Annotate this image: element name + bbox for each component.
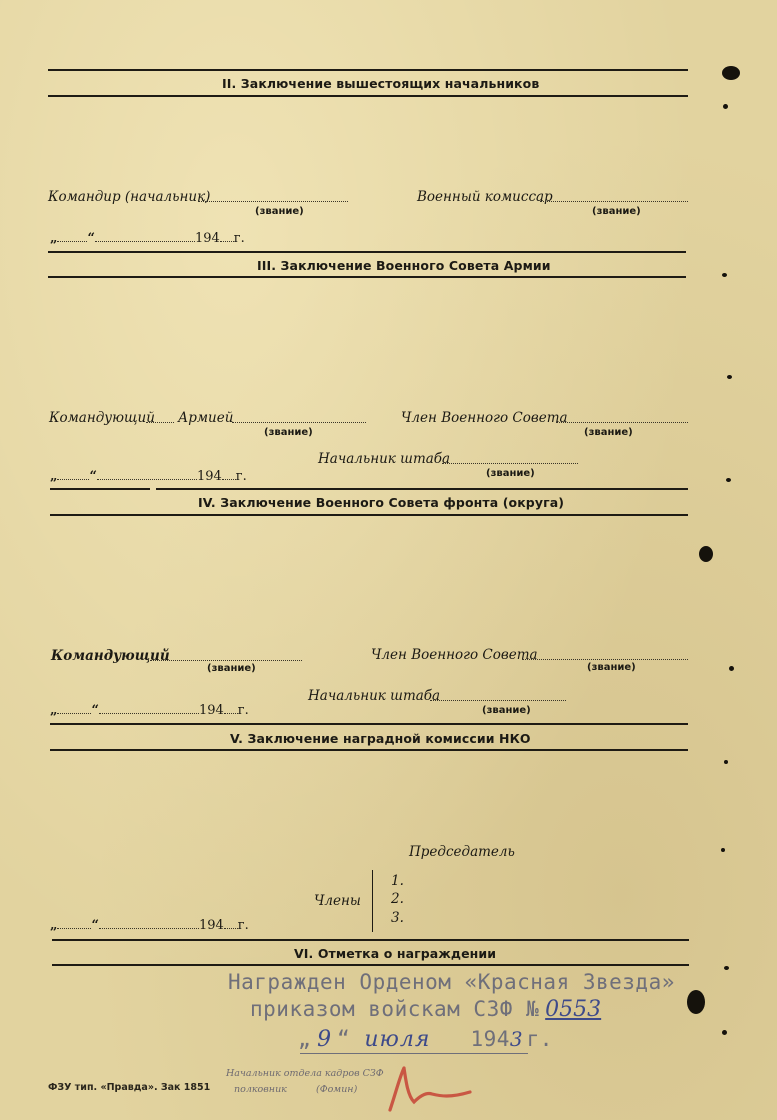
date-close-quote: “ (337, 1027, 351, 1051)
member-3: 3. (391, 910, 404, 926)
section-iv-title: IV. Заключение Военного Совета фронта (округа) (198, 495, 565, 510)
commander-signature-line (198, 201, 348, 202)
date-field: „ “ 194 г. (50, 703, 249, 718)
front-chief-of-staff-label: Начальник штаба (308, 688, 441, 704)
section-divider (48, 95, 688, 97)
rank-caption: (звание) (264, 427, 313, 438)
rank-caption: (звание) (207, 663, 256, 674)
front-commander-signature-line (150, 660, 302, 661)
award-month-handwritten: июля (364, 1027, 431, 1052)
award-year-prefix: 194 (470, 1027, 510, 1051)
award-stamp-line-1: Награжден Орденом «Красная Звезда» (228, 970, 675, 994)
date-field: „ “ 194 г. (50, 918, 249, 933)
rank-caption: (звание) (587, 662, 636, 673)
section-divider (50, 749, 688, 751)
date-field: „ “ 194 г. (50, 231, 245, 246)
front-chief-of-staff-signature-line (430, 700, 566, 701)
award-stamp-line-2 (250, 997, 601, 1022)
chief-of-staff-label: Начальник штаба (318, 451, 451, 467)
date-field: „ “ 194 г. (50, 469, 247, 484)
print-info: ФЗУ тип. «Правда». Зак 1851 (48, 1082, 211, 1093)
chairman-label: Председатель (409, 844, 515, 860)
binding-hole (724, 760, 728, 764)
binding-hole (722, 66, 740, 80)
binding-hole (724, 966, 729, 970)
binding-hole (729, 666, 734, 671)
section-divider (48, 276, 686, 278)
award-year-digit: 3 (509, 1027, 523, 1051)
binding-hole (721, 848, 725, 852)
front-council-member-signature-line (522, 659, 688, 660)
signer-name: (Фомин) (316, 1084, 358, 1095)
binding-hole (722, 273, 727, 277)
section-ii-title: II. Заключение вышестоящих начальников (222, 76, 540, 91)
military-commissar-label: Военный комиссар (417, 189, 553, 205)
award-date-underline (300, 1053, 528, 1054)
front-commander-label: Командующий (51, 648, 170, 664)
council-member-label: Член Военного Совета (401, 410, 568, 426)
section-divider (48, 69, 688, 71)
date-open-quote: „ (298, 1027, 312, 1051)
rank-caption: (звание) (592, 206, 641, 217)
rank-caption: (звание) (584, 427, 633, 438)
red-signature (370, 1062, 480, 1114)
front-council-member-label: Член Военного Совета (371, 647, 538, 663)
commissar-signature-line (540, 201, 688, 202)
army-label: Армией (178, 410, 234, 426)
section-divider (52, 939, 689, 941)
section-divider (50, 488, 150, 490)
army-commander-signature-line (232, 422, 366, 423)
section-divider (50, 514, 688, 516)
section-vi-title: VI. Отметка о награждении (294, 946, 497, 961)
section-divider (52, 964, 689, 966)
binding-hole (726, 478, 731, 482)
chief-of-staff-signature-line (442, 463, 578, 464)
section-divider (50, 723, 688, 725)
rank-caption: (звание) (482, 705, 531, 716)
members-label: Члены (314, 893, 361, 909)
commander-dots (146, 422, 174, 423)
signer-rank: полковник (234, 1084, 287, 1095)
section-divider (48, 251, 686, 253)
army-commander-label: Командующий (49, 410, 155, 426)
signer-title: Начальник отдела кадров СЗФ (226, 1068, 384, 1079)
member-2: 2. (391, 891, 404, 907)
order-number-handwritten: 0553 (545, 997, 602, 1022)
binding-hole (727, 375, 732, 379)
section-iii-title: III. Заключение Военного Совета Армии (257, 258, 551, 273)
award-year-suffix: г. (526, 1027, 553, 1051)
award-date-line (298, 1027, 553, 1052)
members-brace (372, 870, 379, 932)
binding-hole (699, 546, 713, 562)
rank-caption: (звание) (486, 468, 535, 479)
binding-hole (722, 1030, 727, 1035)
award-day-handwritten: 9 (317, 1027, 332, 1052)
binding-hole (687, 990, 705, 1014)
member-1: 1. (391, 873, 404, 889)
commander-label: Командир (начальник) (48, 189, 211, 205)
section-v-title: V. Заключение наградной комиссии НКО (230, 731, 531, 746)
rank-caption: (звание) (255, 206, 304, 217)
council-member-signature-line (556, 422, 688, 423)
award-order-text: приказом войскам СЗФ № (250, 997, 540, 1021)
binding-hole (723, 104, 728, 109)
section-divider (156, 488, 688, 490)
